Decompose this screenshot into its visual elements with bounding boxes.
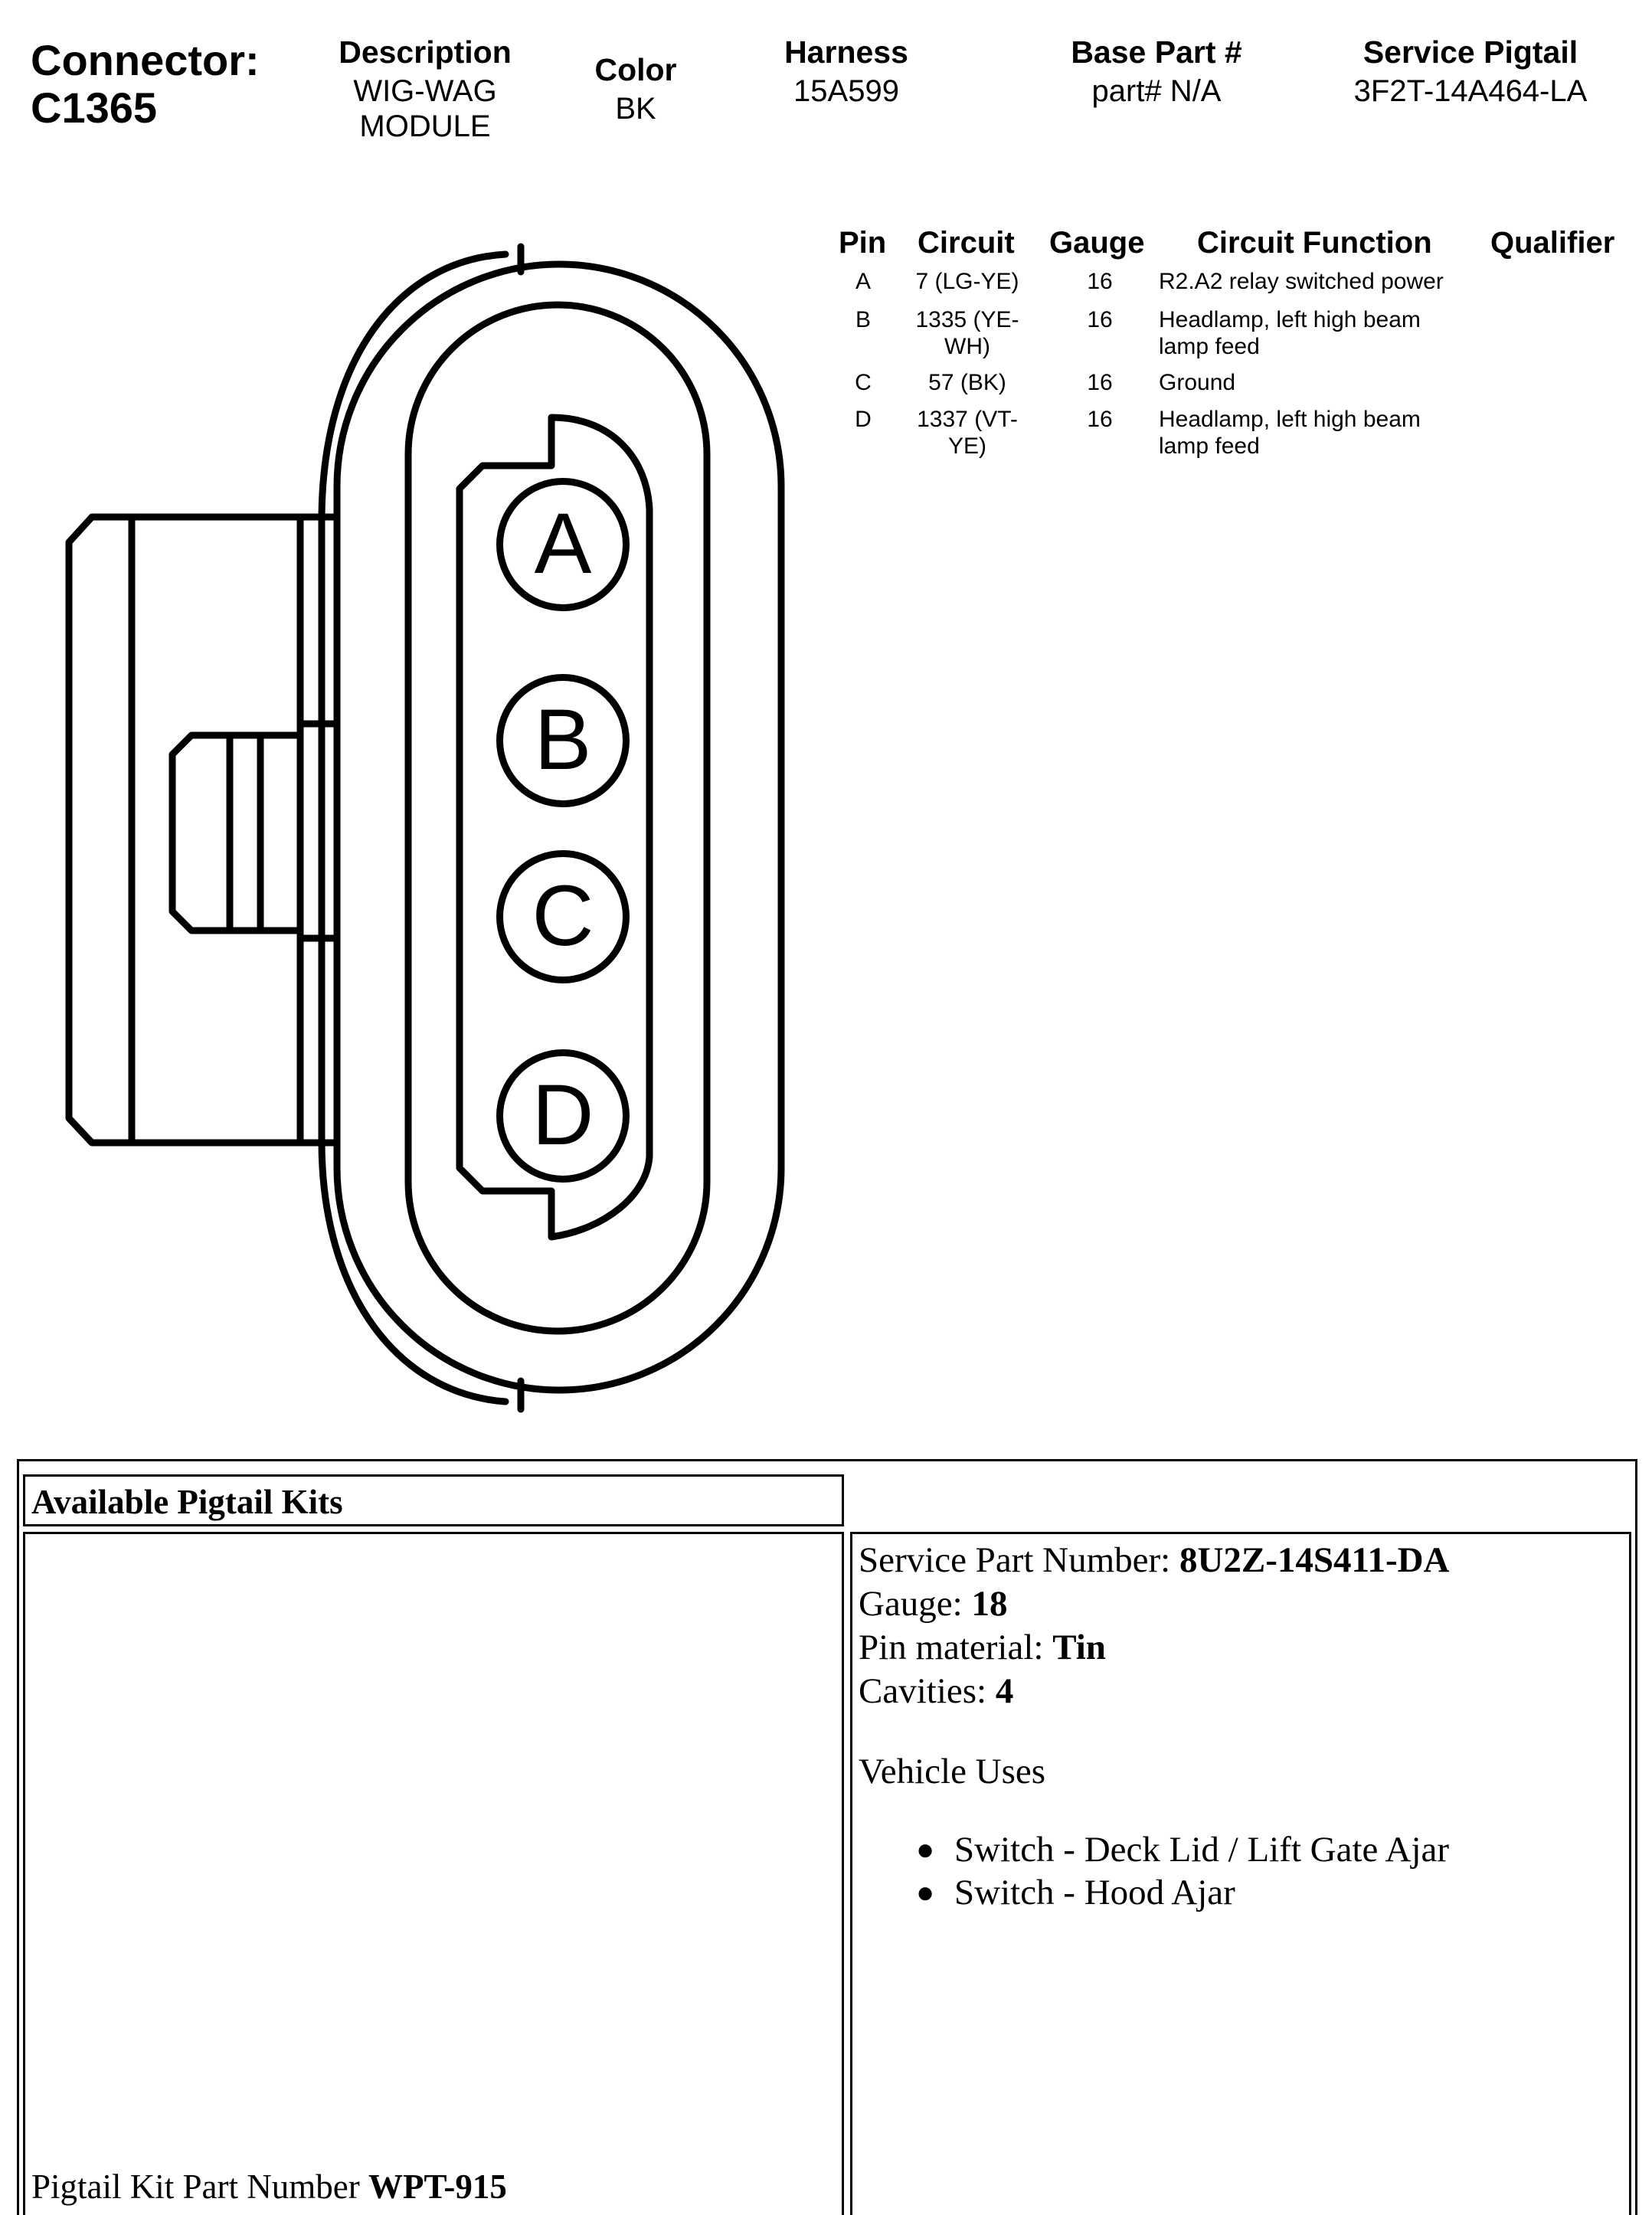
base-part-label: Base Part # (1071, 34, 1242, 70)
description-label: Description (339, 34, 512, 70)
row-d-circuit-line-1: 1337 (VT- (917, 407, 1018, 432)
row-a-function: R2.A2 relay switched power (1159, 269, 1444, 294)
gauge-header: Gauge (1049, 226, 1145, 260)
connector-outer-shell (337, 264, 781, 1390)
base-part-value: part# N/A (1091, 74, 1222, 108)
color-column (567, 48, 705, 126)
list-item (916, 1828, 1623, 1871)
pigtail-kits-title: Available Pigtail Kits (23, 1474, 844, 1526)
harness-value: 15A599 (793, 74, 899, 108)
qualifier-header: Qualifier (1490, 226, 1615, 260)
harness-column (743, 31, 950, 109)
pin-material-value: Tin (1052, 1628, 1106, 1667)
row-b-circuit-line-1: 1335 (YE- (915, 307, 1019, 332)
vehicle-uses-heading: Vehicle Uses (859, 1752, 1046, 1791)
pin-cavity-c (496, 850, 630, 983)
cavities-label: Cavities: (859, 1671, 996, 1711)
row-c-pin: C (855, 370, 872, 395)
gauge-line (859, 1582, 1623, 1626)
pigtail-kit-part-number (31, 2166, 507, 2207)
pin-cavity-d (496, 1049, 630, 1183)
color-label: Color (594, 52, 677, 87)
pin-label-c: C (532, 868, 594, 964)
row-b-function-line-2: lamp feed (1159, 334, 1260, 359)
pin-label-d: D (532, 1067, 594, 1163)
harness-label: Harness (784, 34, 908, 70)
vehicle-use-1: Switch - Deck Lid / Lift Gate Ajar (954, 1830, 1450, 1870)
pin-cavity-a (496, 478, 630, 611)
row-c-function: Ground (1159, 370, 1236, 395)
latch-tab (172, 735, 300, 931)
pin-label-a: A (534, 496, 592, 591)
pin-material-label: Pin material: (859, 1628, 1053, 1667)
gauge-label: Gauge: (859, 1584, 972, 1624)
row-b-gauge: 16 (1087, 307, 1113, 332)
row-d-function-line-2: lamp feed (1159, 434, 1260, 459)
list-item (916, 1871, 1623, 1914)
row-d-pin: D (855, 407, 872, 432)
circuit-header: Circuit (918, 226, 1015, 260)
row-a-circuit: 7 (LG-YE) (915, 269, 1019, 294)
connector-label: Connector: (31, 36, 260, 84)
row-c-gauge: 16 (1087, 370, 1113, 395)
service-pigtail-value: 3F2T-14A464-LA (1353, 74, 1588, 108)
vehicle-uses-list (859, 1828, 1623, 1914)
row-d-function-line-1: Headlamp, left high beam (1159, 407, 1421, 432)
connector-face-drawing (46, 230, 797, 1440)
pin-label-b: B (534, 692, 592, 787)
bullet-icon: ● (916, 1875, 935, 1909)
pigtail-kit-part-value: WPT-915 (368, 2168, 507, 2206)
service-pigtail-column (1317, 31, 1624, 109)
connector-heading (31, 37, 260, 132)
service-part-number-label: Service Part Number: (859, 1540, 1179, 1580)
pigtail-kit-details-panel (850, 1532, 1631, 2215)
row-b-circuit-line-2: WH) (944, 334, 990, 359)
description-value-line-1: WIG-WAG (353, 74, 497, 108)
service-part-number-line (859, 1539, 1623, 1582)
service-part-number-value: 8U2Z-14S411-DA (1179, 1540, 1450, 1580)
vehicle-use-2: Switch - Hood Ajar (954, 1873, 1235, 1912)
description-value-line-2: MODULE (359, 110, 491, 143)
pigtail-kit-image-panel (23, 1532, 844, 2215)
bullet-icon: ● (916, 1832, 935, 1867)
row-d-gauge: 16 (1087, 407, 1113, 432)
pigtail-kit-part-label: Pigtail Kit Part Number (31, 2168, 368, 2206)
service-pigtail-label: Service Pigtail (1362, 34, 1578, 70)
row-b-function-line-1: Headlamp, left high beam (1159, 307, 1421, 332)
color-value: BK (615, 92, 656, 126)
row-c-circuit: 57 (BK) (928, 370, 1006, 395)
row-d-circuit-line-2: YE) (947, 434, 986, 459)
row-a-gauge: 16 (1087, 269, 1113, 294)
description-column (322, 31, 528, 144)
row-b-pin: B (855, 307, 871, 332)
connector-rear-body (69, 517, 337, 1143)
gauge-value: 18 (971, 1584, 1008, 1624)
circuit-function-header: Circuit Function (1197, 226, 1432, 260)
row-a-pin: A (855, 269, 871, 294)
base-part-column (1034, 31, 1279, 109)
pin-cavity-b (496, 674, 630, 807)
cavities-line (859, 1670, 1623, 1713)
pin-header: Pin (839, 226, 887, 260)
pin-material-line (859, 1626, 1623, 1670)
connector-id: C1365 (31, 83, 158, 132)
cavities-value: 4 (995, 1671, 1014, 1711)
